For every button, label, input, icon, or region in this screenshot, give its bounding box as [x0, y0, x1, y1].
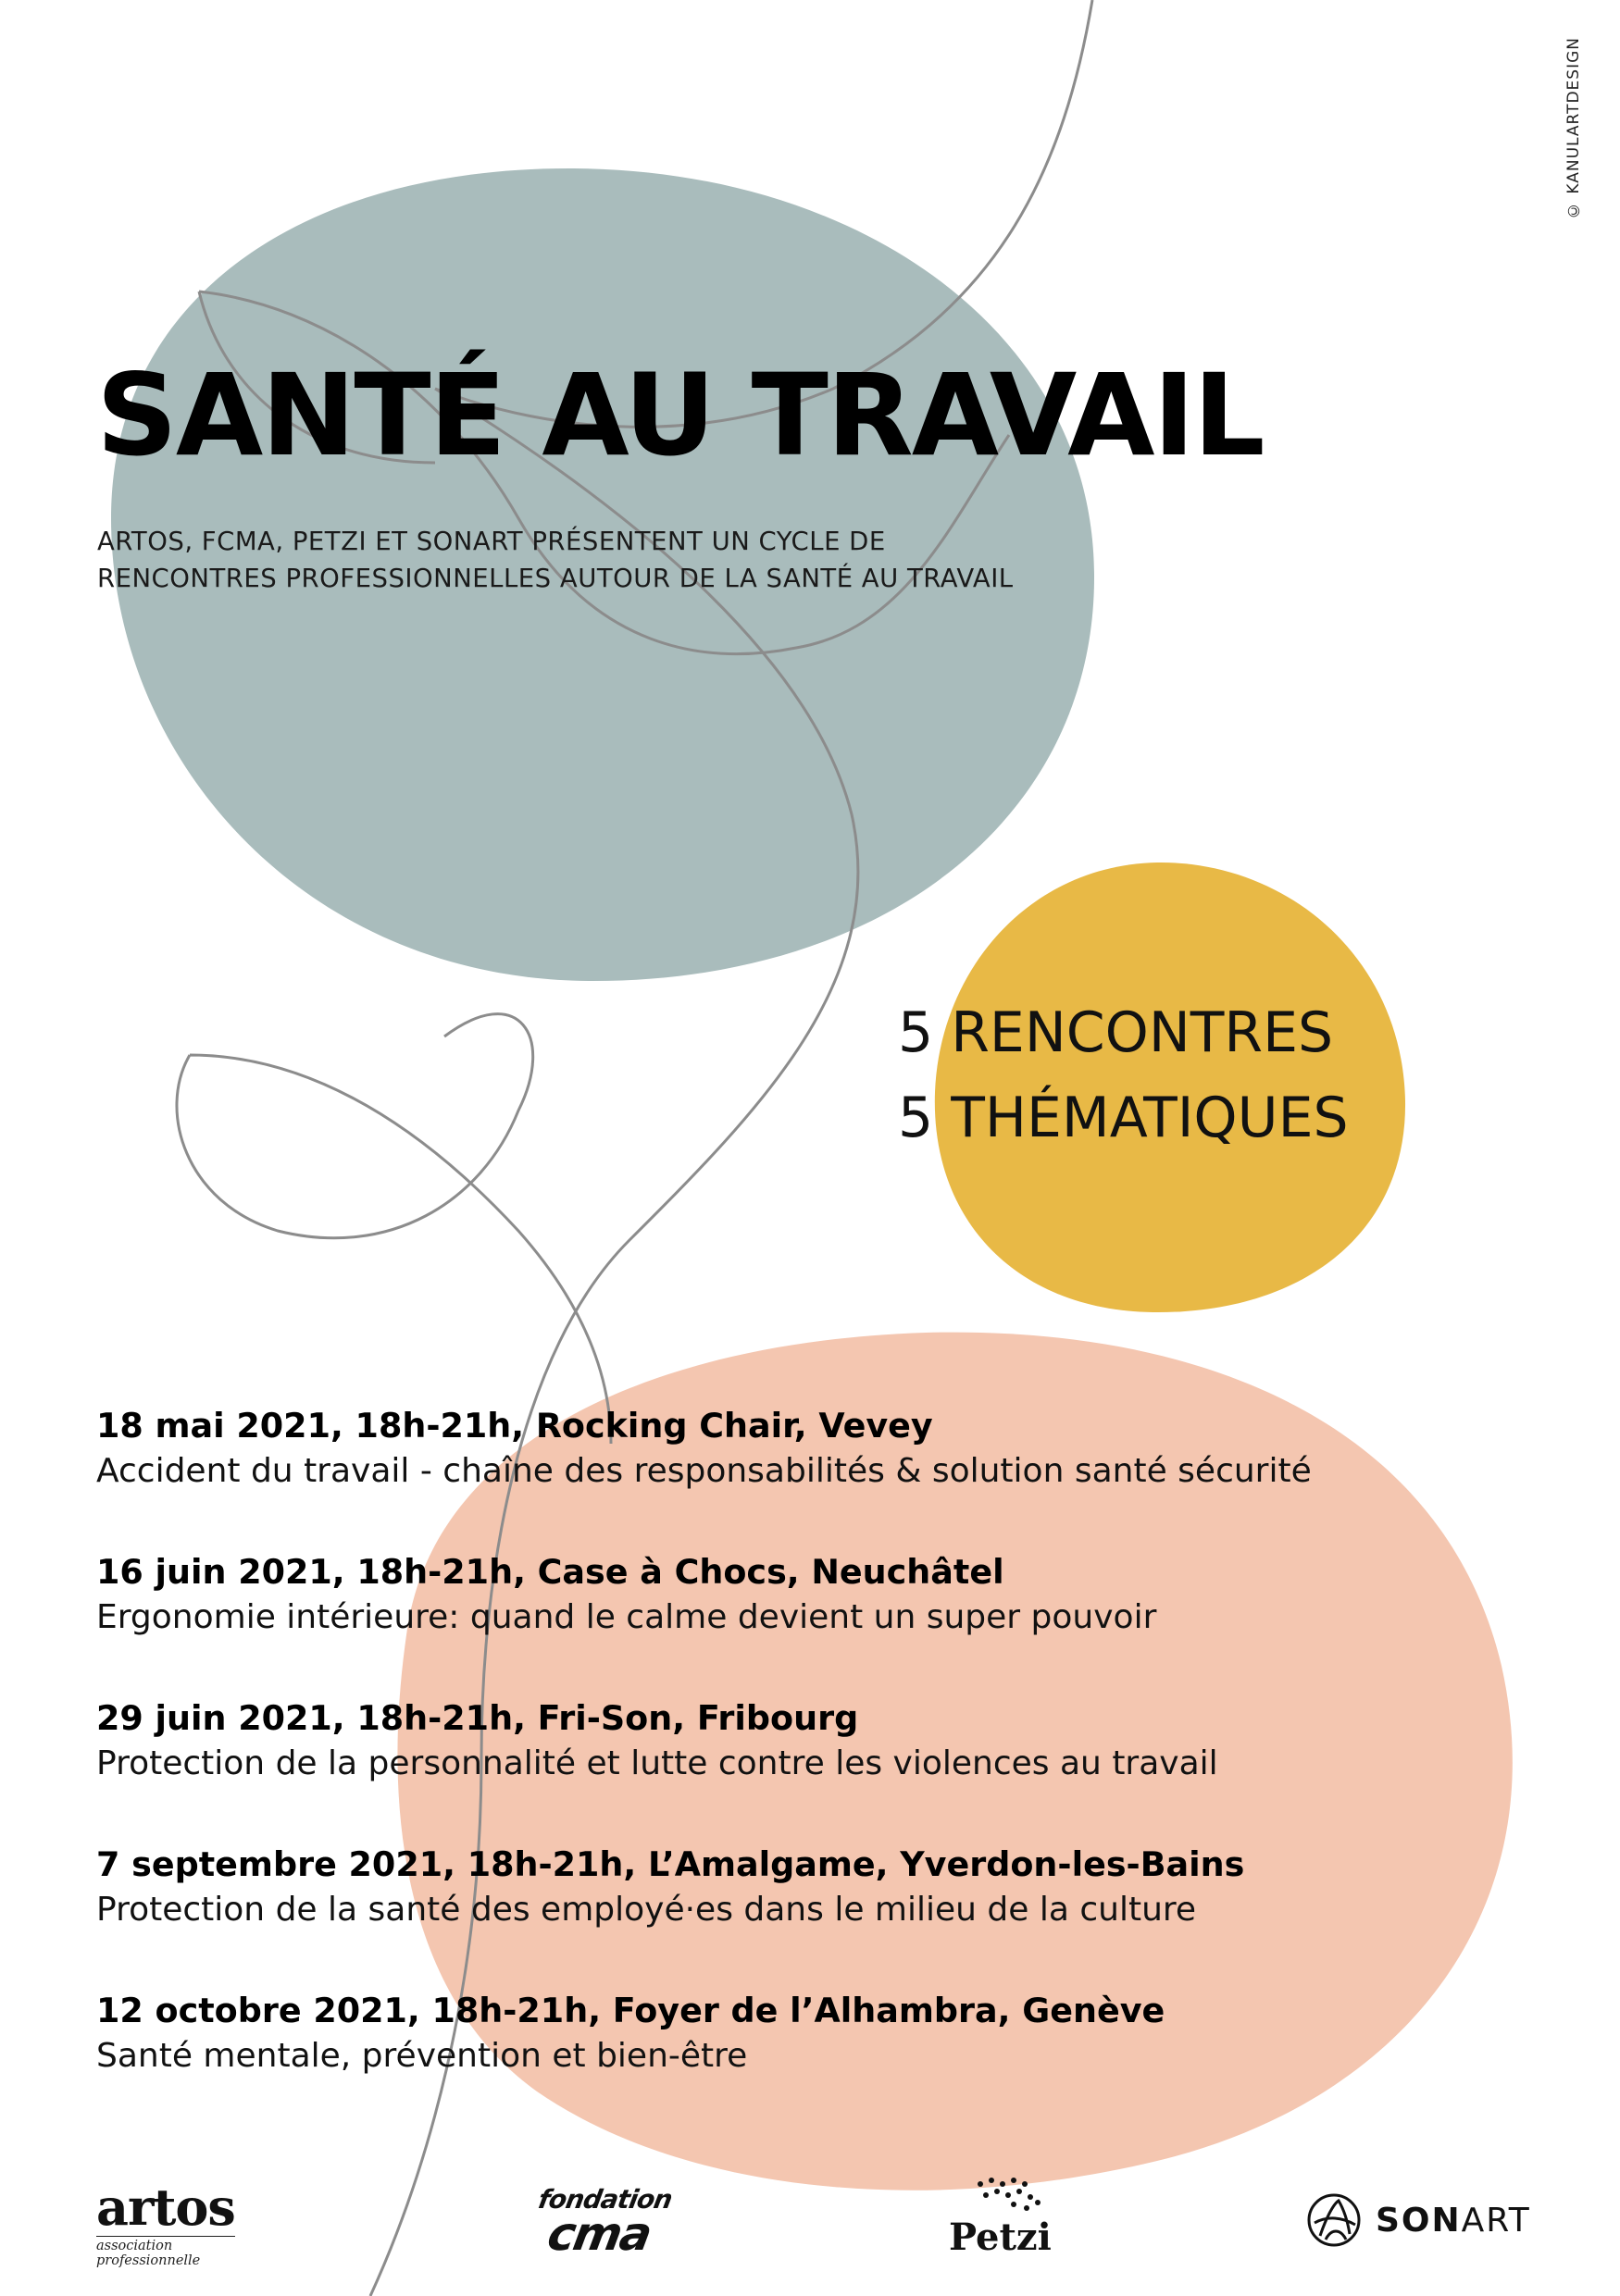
petzi-logo	[949, 2175, 1069, 2267]
copyright-credit: © KANULARTDESIGN	[1564, 37, 1583, 220]
event-item	[96, 1843, 1540, 1989]
fondation-cma-logo	[529, 2184, 675, 2261]
cma-logo-bottom: cma	[543, 2207, 654, 2261]
highlight-line-themes: 5 THÉMATIQUES	[898, 1086, 1349, 1150]
event-item	[96, 1989, 1540, 2135]
sonart-logo	[1305, 2191, 1531, 2249]
subtitle-line: ARTOS, FCMA, PETZI ET SONART PRÉSENTENT UN CYCLE DE	[97, 527, 886, 556]
event-topic: Accident du travail - chaîne des responsabilités & solution santé sécurité	[96, 1452, 1312, 1490]
event-heading: 18 mai 2021, 18h-21h, Rocking Chair, Vevey	[96, 1406, 933, 1446]
artos-logo-name: artos	[96, 2178, 235, 2237]
artos-logo-tagline: association professionnelle	[96, 2236, 235, 2268]
poster-title: SANTÉ AU TRAVAIL	[96, 350, 1264, 481]
event-topic: Protection de la personnalité et lutte contre les violences au travail	[96, 1744, 1218, 1782]
event-item	[96, 1696, 1540, 1843]
event-item	[96, 1404, 1540, 1550]
cma-logo-top: fondation	[536, 2184, 675, 2215]
highlight-line-meetings: 5 RENCONTRES	[898, 1000, 1334, 1065]
event-heading: 12 octobre 2021, 18h-21h, Foyer de l’Alhambra, Genève	[96, 1991, 1165, 2030]
event-topic: Protection de la santé des employé·es dans le milieu de la culture	[96, 1891, 1197, 1929]
highlight-text	[898, 990, 1349, 1160]
event-topic: Ergonomie intérieure: quand le calme devient un super pouvoir	[96, 1598, 1157, 1636]
event-topic: Santé mentale, prévention et bien-être	[96, 2037, 748, 2075]
petzi-dots-icon	[949, 2175, 1069, 2221]
sonart-knot-icon	[1305, 2191, 1363, 2249]
event-item	[96, 1550, 1540, 1696]
subtitle-line: RENCONTRES PROFESSIONNELLES AUTOUR DE LA SANTÉ AU TRAVAIL	[97, 564, 1014, 593]
artos-logo	[96, 2178, 235, 2268]
sonart-logo-son: SON	[1376, 2201, 1462, 2240]
event-heading: 29 juin 2021, 18h-21h, Fri-Son, Fribourg	[96, 1698, 859, 1738]
event-heading: 7 septembre 2021, 18h-21h, L’Amalgame, Yverdon-les-Bains	[96, 1844, 1245, 1884]
event-list	[96, 1404, 1540, 2135]
subtitle	[97, 523, 1301, 597]
lower-leaf-line	[177, 1014, 611, 1444]
petzi-logo-name: Petzi	[949, 2215, 1052, 2259]
sonart-logo-art: ART	[1461, 2201, 1531, 2240]
event-heading: 16 juin 2021, 18h-21h, Case à Chocs, Neuchâtel	[96, 1552, 1004, 1592]
